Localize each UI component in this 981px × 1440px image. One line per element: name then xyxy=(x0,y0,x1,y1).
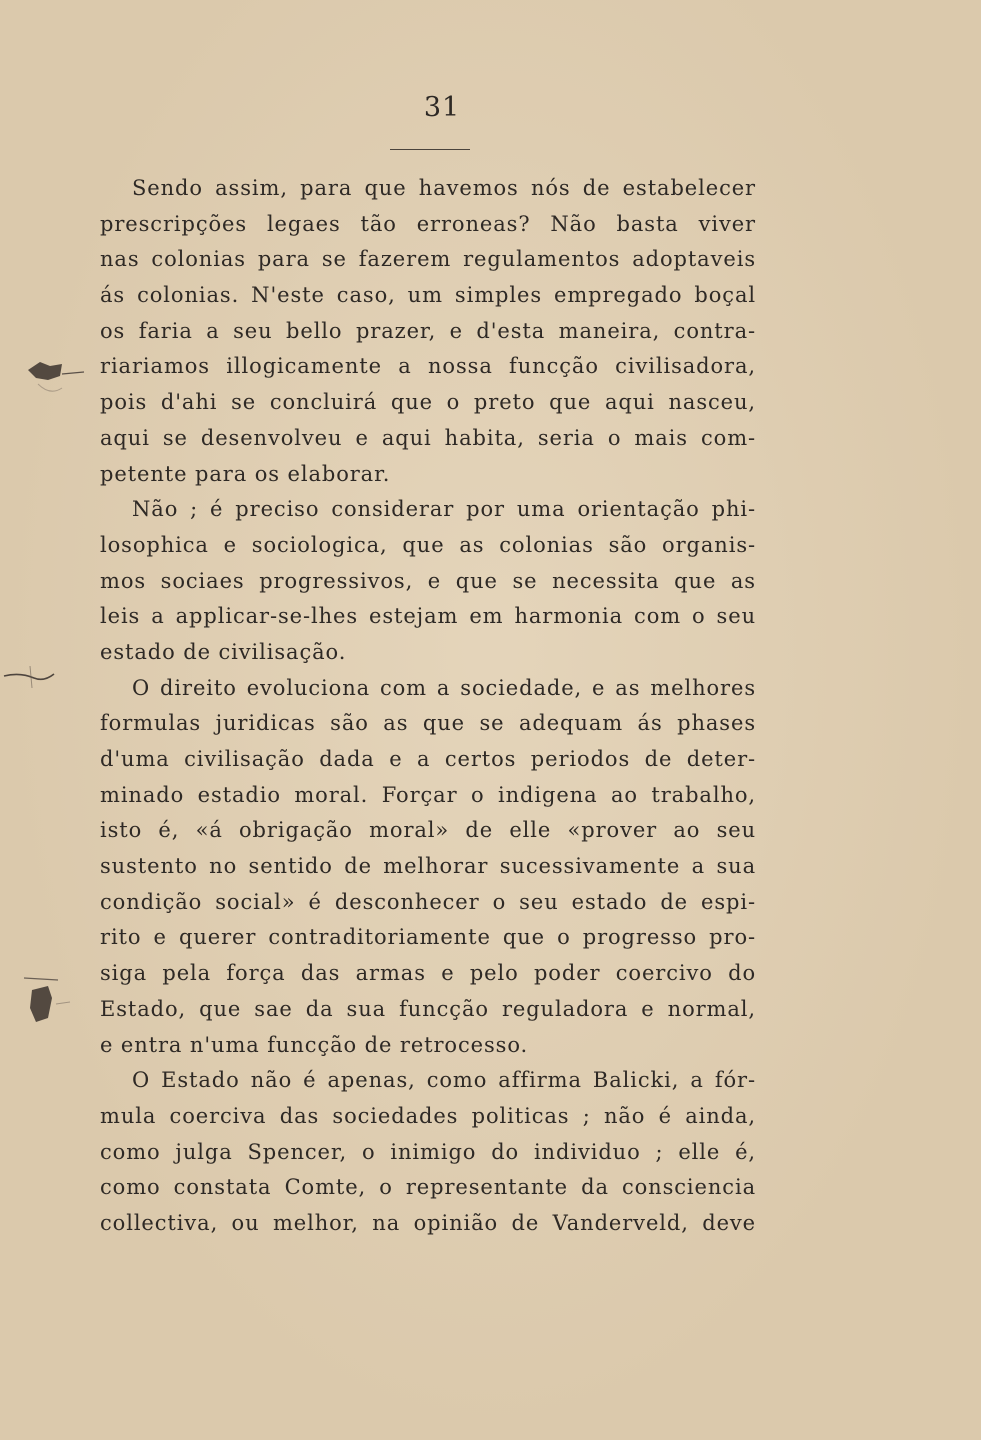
text-line: os faria a seu bello prazer, e d'esta maneira, contra- xyxy=(100,318,756,343)
text-line: mula coerciva das sociedades politicas ; não é ainda, xyxy=(100,1103,756,1128)
text-line: rito e querer contraditoriamente que o progresso pro- xyxy=(100,925,756,950)
binding-crease-middle xyxy=(0,660,70,690)
text-line: collectiva, ou melhor, na opinião de Vanderveld, deve xyxy=(100,1210,756,1235)
text-line: riariamos illogicamente a nossa funcção civilisadora, xyxy=(100,354,756,379)
binding-hole-bottom xyxy=(18,968,88,1038)
text-line: Não ; é preciso considerar por uma orientação phi- xyxy=(132,497,756,522)
text-line: como julga Spencer, o inimigo do individuo ; elle é, xyxy=(100,1139,756,1164)
text-line: sustento no sentido de melhorar sucessivamente a sua xyxy=(100,854,756,879)
text-line: Sendo assim, para que havemos nós de estabelecer xyxy=(132,176,756,200)
text-line: formulas juridicas são as que se adequam ás phases xyxy=(100,711,756,736)
text-line: nas colonias para se fazerem regulamentos adoptaveis xyxy=(100,247,756,272)
page-number: 31 xyxy=(423,92,461,123)
text-line: isto é, «á obrigação moral» de elle «prover ao seu xyxy=(100,818,756,843)
text-line: losophica e sociologica, que as colonias são organis- xyxy=(100,532,756,557)
text-line: d'uma civilisação dada e a certos periodos de deter- xyxy=(100,747,756,771)
text-line: siga pela força das armas e pelo poder coercivo do xyxy=(100,961,756,986)
text-line: Estado, que sae da sua funcção reguladora e normal, xyxy=(100,996,756,1021)
header-rule xyxy=(390,149,470,150)
text-line: minado estadio moral. Forçar o indigena ao trabalho, xyxy=(100,782,756,807)
text-line: aqui se desenvolveu e aqui habita, seria o mais com- xyxy=(100,425,756,450)
body-text xyxy=(100,171,756,1242)
text-line: leis a applicar-se-lhes estejam em harmonia com o seu xyxy=(100,604,756,629)
text-line: ás colonias. N'este caso, um simples empregado boçal xyxy=(100,283,756,308)
text-line: e entra n'uma funcção de retrocesso. xyxy=(100,1032,529,1057)
text-line: pois d'ahi se concluirá que o preto que aqui nasceu, xyxy=(100,390,756,415)
text-line: como constata Comte, o representante da consciencia xyxy=(100,1175,756,1200)
text-line: estado de civilisação. xyxy=(100,639,347,664)
text-line: O Estado não é apenas, como affirma Balicki, a fór- xyxy=(132,1068,756,1093)
text-line: mos sociaes progressivos, e que se necessita que as xyxy=(100,568,756,593)
text-line: prescripções legaes tão erroneas? Não basta viver xyxy=(100,211,756,236)
text-line: condição social» é desconhecer o seu estado de espi- xyxy=(100,889,756,914)
binding-hole-top xyxy=(22,350,92,410)
text-line: O direito evoluciona com a sociedade, e as melhores xyxy=(132,675,756,700)
text-line: petente para os elaborar. xyxy=(100,461,391,486)
